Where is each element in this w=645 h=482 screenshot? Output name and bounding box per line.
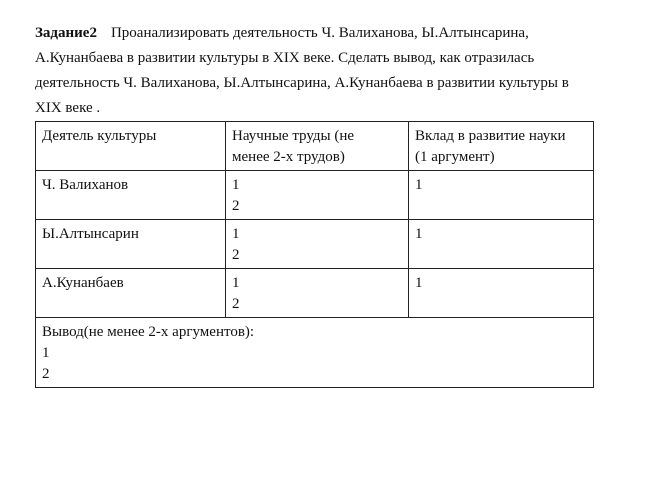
header-works-line1: Научные труды (не — [232, 128, 355, 144]
works-item: 1 — [232, 275, 240, 291]
works-item: 2 — [232, 296, 240, 312]
task-label: Задание2 — [35, 25, 97, 41]
contribution-item: 1 — [414, 177, 423, 193]
works-cell — [226, 269, 409, 318]
works-item: 1 — [232, 177, 240, 193]
header-figure — [36, 122, 226, 171]
header-figure-label: Деятель культуры — [42, 128, 157, 144]
task-text: Проанализировать деятельность Ч. Валиханова, Ы.Алтынсарина, А.Кунанбаева в развитии культуры в XIX веке. Сделать вывод, как отразилась деятельность Ч. Валиханова, Ы.Алтынсарина, А.Кунанбаева в развитии культуры в XIX веке . — [35, 25, 569, 116]
contribution-cell — [408, 269, 593, 318]
task-paragraph — [35, 21, 595, 121]
contribution-item: 1 — [414, 226, 423, 242]
conclusion-cell — [36, 318, 594, 388]
figure-name: А.Кунанбаев — [42, 275, 124, 291]
figure-cell — [36, 220, 226, 269]
contribution-item: 1 — [414, 275, 423, 291]
conclusion-label: Вывод(не менее 2-х аргументов): — [42, 324, 255, 340]
header-contribution-line1: Вклад в развитие науки — [414, 128, 566, 144]
header-contribution-line2: (1 аргумент) — [414, 149, 495, 165]
works-item: 1 — [232, 226, 240, 242]
header-contribution — [408, 122, 593, 171]
header-works — [226, 122, 409, 171]
analysis-table — [35, 121, 594, 388]
conclusion-item: 2 — [42, 366, 50, 382]
contribution-cell — [408, 171, 593, 220]
table-row — [36, 171, 594, 220]
figure-name: Ч. Валиханов — [42, 177, 129, 193]
figure-name: Ы.Алтынсарин — [42, 226, 139, 242]
conclusion-item: 1 — [42, 345, 50, 361]
works-cell — [226, 220, 409, 269]
figure-cell — [36, 269, 226, 318]
conclusion-row — [36, 318, 594, 388]
works-cell — [226, 171, 409, 220]
contribution-cell — [408, 220, 593, 269]
header-works-line2: менее 2-х трудов) — [232, 149, 345, 165]
table-header-row — [36, 122, 594, 171]
table-row — [36, 220, 594, 269]
table-row — [36, 269, 594, 318]
figure-cell — [36, 171, 226, 220]
works-item: 2 — [232, 198, 240, 214]
works-item: 2 — [232, 247, 240, 263]
